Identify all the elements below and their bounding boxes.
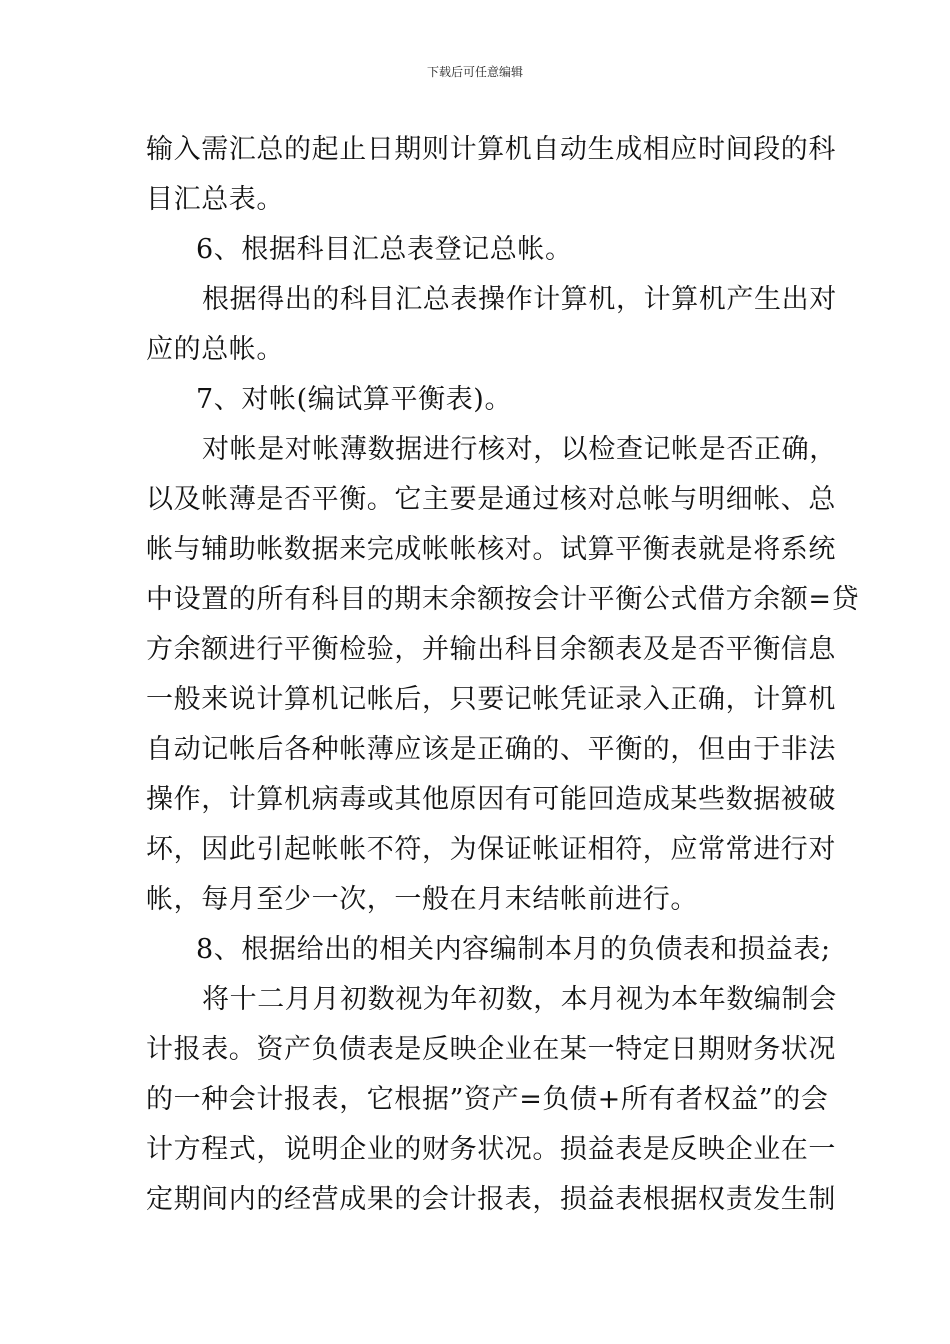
text-line: 定期间内的经营成果的会计报表，损益表根据权责发生制 bbox=[146, 1184, 836, 1215]
page-header: 下载后可任意编辑 bbox=[426, 65, 523, 79]
text-line: 目汇总表。 bbox=[146, 184, 284, 215]
section-heading-6: 6、根据科目汇总表登记总帐。 bbox=[196, 234, 573, 265]
text-line: 中设置的所有科目的期末余额按会计平衡公式借方余额=贷 bbox=[146, 584, 860, 615]
text-line: 一般来说计算机记帐后，只要记帐凭证录入正确，计算机 bbox=[146, 684, 836, 715]
text-line: 方余额进行平衡检验，并输出科目余额表及是否平衡信息 bbox=[146, 634, 836, 665]
text-line: 帐，每月至少一次，一般在月末结帐前进行。 bbox=[146, 884, 698, 915]
section-heading-7: 7、对帐(编试算平衡表)。 bbox=[196, 384, 513, 415]
text-line: 操作，计算机病毒或其他原因有可能回造成某些数据被破 bbox=[146, 784, 836, 815]
section-heading-8: 8、根据给出的相关内容编制本月的负债表和损益表; bbox=[196, 934, 831, 965]
text-line: 计报表。资产负债表是反映企业在某一特定日期财务状况 bbox=[146, 1034, 836, 1065]
text-line: 将十二月月初数视为年初数，本月视为本年数编制会 bbox=[202, 984, 837, 1015]
text-line: 输入需汇总的起止日期则计算机自动生成相应时间段的科 bbox=[146, 134, 836, 165]
text-line: 坏，因此引起帐帐不符，为保证帐证相符，应常常进行对 bbox=[146, 834, 836, 865]
text-line: 对帐是对帐薄数据进行核对，以检查记帐是否正确， bbox=[202, 434, 837, 465]
text-line: 应的总帐。 bbox=[146, 334, 284, 365]
text-line: 以及帐薄是否平衡。它主要是通过核对总帐与明细帐、总 bbox=[146, 484, 836, 515]
text-line: 帐与辅助帐数据来完成帐帐核对。试算平衡表就是将系统 bbox=[146, 534, 836, 565]
text-line: 根据得出的科目汇总表操作计算机，计算机产生出对 bbox=[202, 284, 837, 315]
text-line: 自动记帐后各种帐薄应该是正确的、平衡的，但由于非法 bbox=[146, 734, 836, 765]
text-line: 计方程式，说明企业的财务状况。损益表是反映企业在一 bbox=[146, 1134, 836, 1165]
text-line: 的一种会计报表，它根据”资产=负债+所有者权益”的会 bbox=[146, 1084, 829, 1115]
